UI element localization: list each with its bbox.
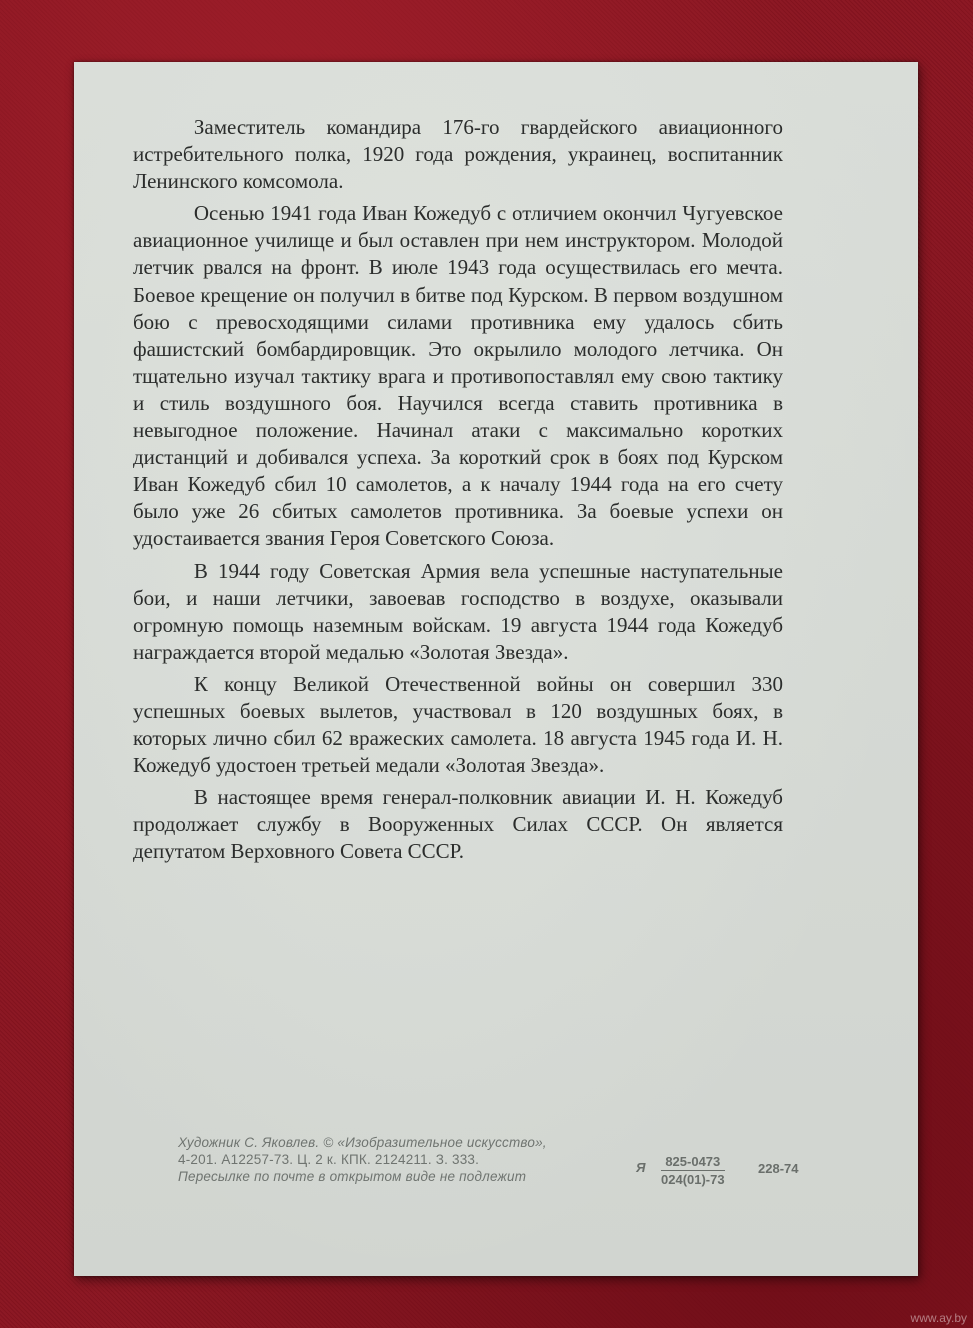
imprint-postal-line: Пересылке по почте в открытом виде не подлежит: [178, 1169, 527, 1184]
index-suffix: 228-74: [758, 1161, 799, 1176]
paragraph-present: В настоящее время генерал-полковник авиации И. Н. Кожедуб продолжает службу в Вооруженных Силах СССР. Он является депутатом Верховного Совета СССР.: [133, 785, 783, 864]
site-watermark: www.ay.by: [910, 1311, 967, 1325]
index-denominator: 024(01)-73: [661, 1172, 725, 1187]
paragraph-war-end: К концу Великой Отечественной войны он совершил 330 успешных боевых вылетов, участвовал в 120 воздушных боях, в которых лично сбил 62 вражеских самолета. 18 августа 1945 года И. Н. Кожедуб удостоен третьей медали «Золотая Звезда».: [133, 671, 783, 778]
imprint-code-line: 4-201. А12257-73. Ц. 2 к. КПК. 2124211. З. 333.: [178, 1152, 480, 1167]
paragraph-1944: В 1944 году Советская Армия вела успешные наступательные бои, и наши летчики, завоевав господство в воздухе, оказывали огромную помощь наземным войскам. 19 августа 1944 года Кожедуб награждается второй медалью «Золотая Звезда».: [133, 558, 783, 664]
index-fraction: [661, 1154, 725, 1187]
biography-text: [133, 114, 783, 871]
index-letter: Я: [636, 1160, 646, 1175]
imprint-artist-line: Художник С. Яковлев. © «Изобразительное искусство»,: [178, 1135, 547, 1150]
paragraph-intro: Заместитель командира 176-го гвардейского авиационного истребительного полка, 1920 года рождения, украинец, воспитанник Ленинского комсомола.: [133, 115, 783, 194]
paragraph-career: Осенью 1941 года Иван Кожедуб с отличием окончил Чугуевское авиационное училище и был оставлен при нем инструктором. Молодой летчик рвался на фронт. В июле 1943 года осуществилась его мечта. Боевое крещение он получил в битве под Курском. В первом воздушном бою с превосходящими силами противника ему удалось сбить фашистский бомбардировщик. Это окрылило молодого летчика. Он тщательно изучал тактику врага и противопоставлял ему свою тактику и стиль воздушного боя. Научился всегда ставить противника в невыгодное положение. Начинал атаки с максимально коротких дистанций и добивался успеха. За короткий срок в боях под Курском Иван Кожедуб сбил 10 самолетов, а к началу 1944 года на его счету было уже 26 сбитых самолетов противника. За боевые успехи он удостаивается звания Героя Советского Союза.: [133, 201, 783, 551]
index-numerator: 825-0473: [661, 1154, 725, 1171]
